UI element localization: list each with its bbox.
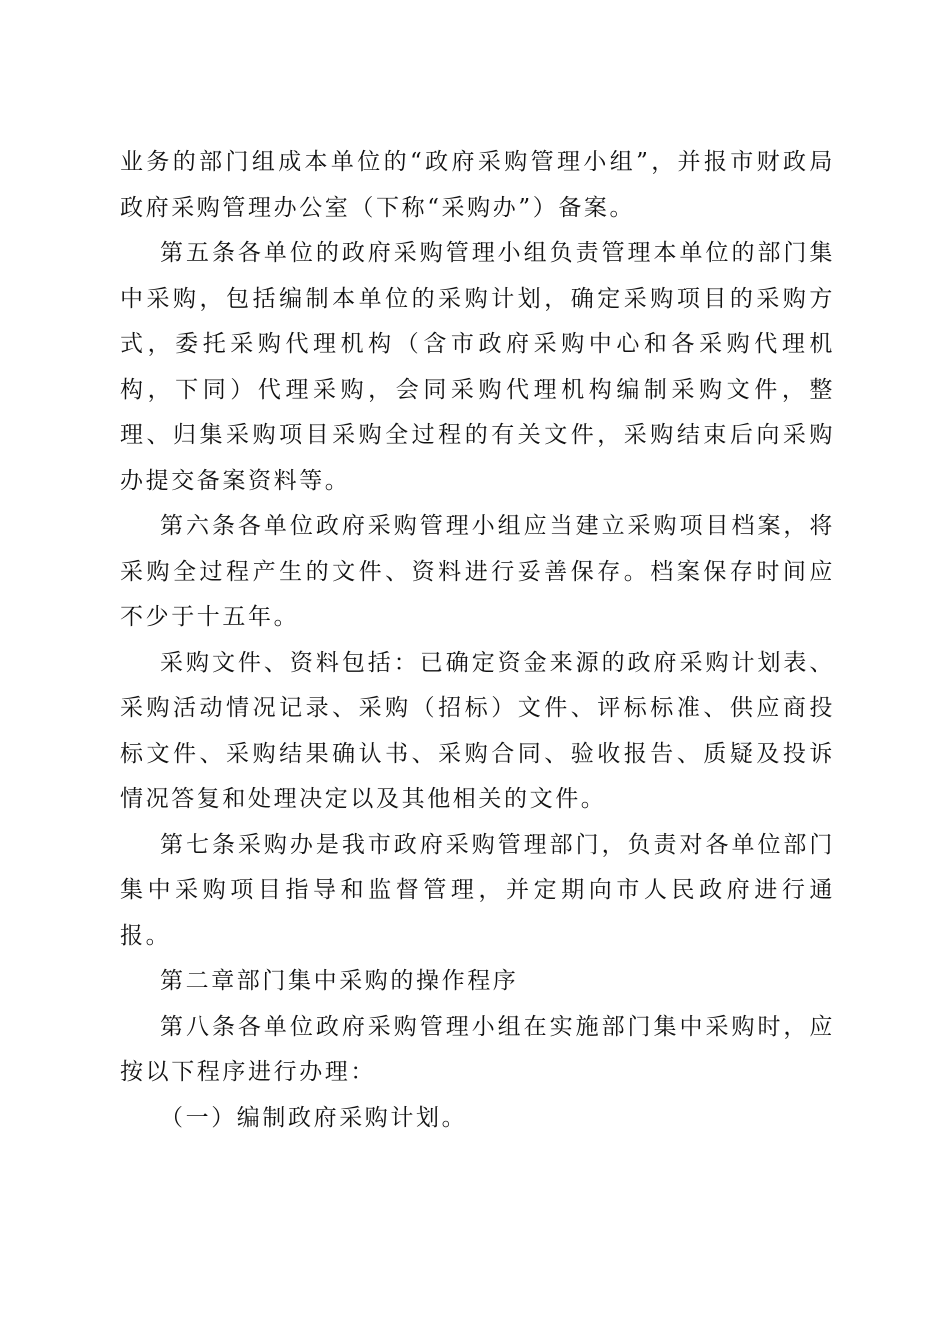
procurement-documents-paragraph: 采购文件、资料包括：已确定资金来源的政府采购计划表、采购活动情况记录、采购（招标）文件、评标标准、供应商投标文件、采购结果确认书、采购合同、验收报告、质疑及投诉情况答复和处理决定以及其他相关的文件。 bbox=[120, 649, 835, 812]
article-7-paragraph: 第七条采购办是我市政府采购管理部门，负责对各单位部门集中采购项目指导和监督管理，并定期向市人民政府进行通报。 bbox=[120, 831, 835, 949]
paragraph-continuation: 业务的部门组成本单位的“政府采购管理小组”，并报市财政局政府采购管理办公室（下称“采购办”）备案。 bbox=[120, 149, 835, 221]
article-6-paragraph: 第六条各单位政府采购管理小组应当建立采购项目档案，将采购全过程产生的文件、资料进行妥善保存。档案保存时间应不少于十五年。 bbox=[120, 513, 835, 630]
article-8-paragraph: 第八条各单位政府采购管理小组在实施部门集中采购时，应按以下程序进行办理： bbox=[120, 1013, 835, 1085]
document-body bbox=[120, 140, 835, 1141]
article-5-paragraph: 第五条各单位的政府采购管理小组负责管理本单位的部门集中采购，包括编制本单位的采购计划，确定采购项目的采购方式，委托采购代理机构（含市政府采购中心和各采购代理机构，下同）代理采购，会同采购代理机构编制采购文件，整理、归集采购项目采购全过程的有关文件，采购结束后向采购办提交备案资料等。 bbox=[120, 240, 835, 494]
list-item-1: （一）编制政府采购计划。 bbox=[160, 1104, 468, 1131]
chapter-2-heading: 第二章部门集中采购的操作程序 bbox=[160, 968, 519, 994]
